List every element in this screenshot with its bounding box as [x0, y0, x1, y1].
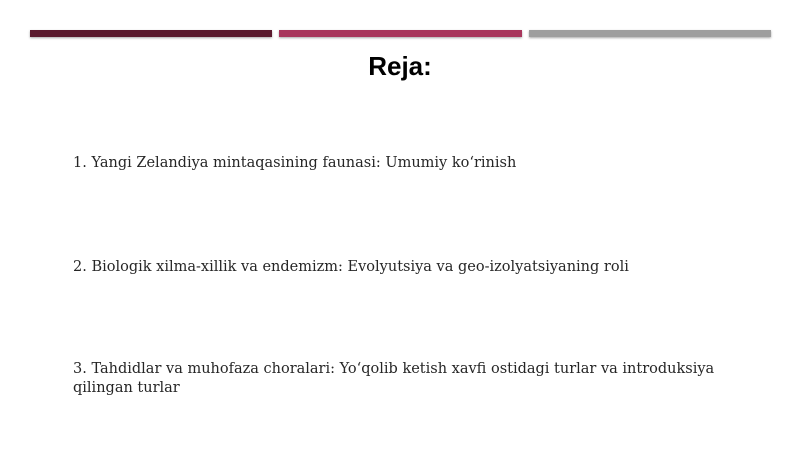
plan-item-3: 3. Tahdidlar va muhofaza choralari: Yo‘qolib ketish xavfi ostidagi turlar va introduksiya qilingan turlar [73, 361, 715, 396]
decorative-bar-dark-maroon [30, 30, 272, 37]
decorative-top-bars [30, 30, 771, 37]
plan-item-1: 1. Yangi Zelandiya mintaqasining faunasi: Umumiy ko‘rinish [73, 155, 517, 171]
decorative-bar-magenta [279, 30, 522, 37]
slide-title: Reja: [368, 51, 432, 81]
plan-item-2: 2. Biologik xilma-xillik va endemizm: Evolyutsiya va geo-izolyatsiyaning roli [73, 259, 629, 275]
decorative-bar-gray [529, 30, 771, 37]
